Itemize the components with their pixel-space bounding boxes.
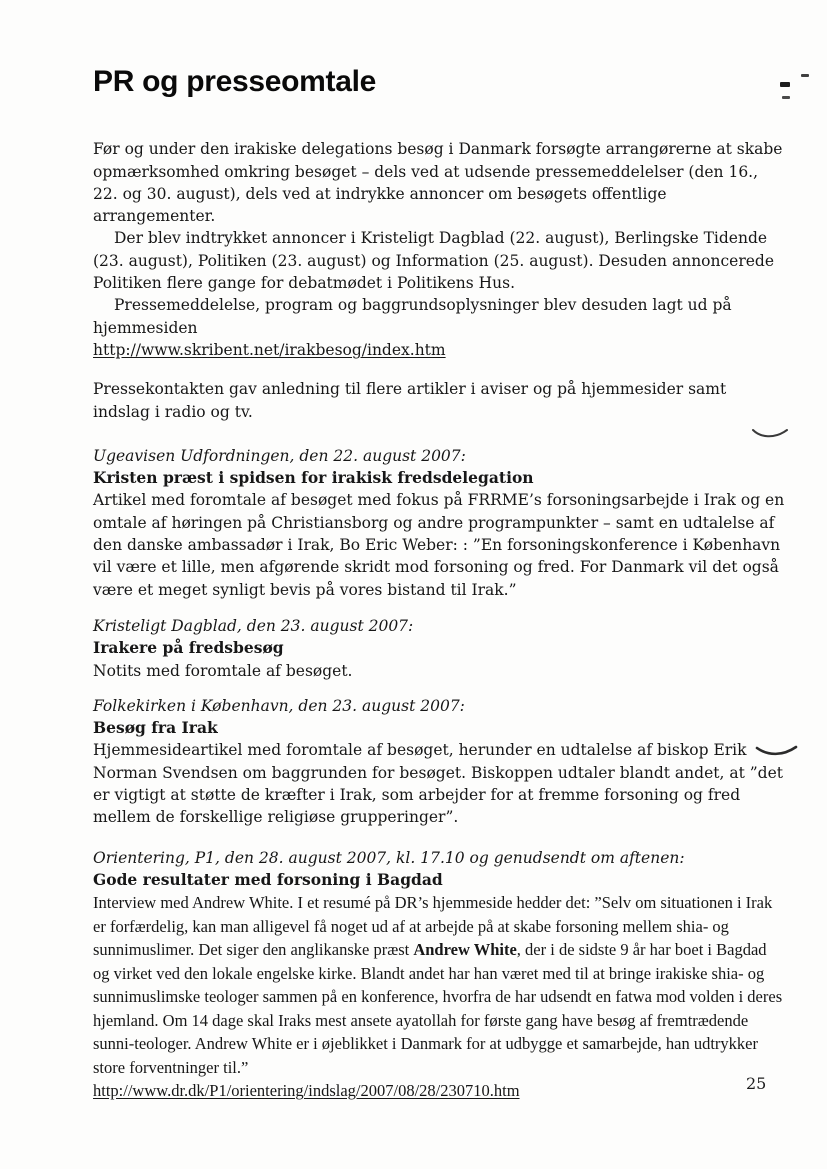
clip-source-line: Folkekirken i København, den 23. august 2007: bbox=[93, 696, 465, 715]
intro-paragraph-2: Der blev indtrykket annoncer i Kristeligt Dagblad (22. august), Berlingske Tidende (23. august), Politiken (23. august) og Information (25. august). Desuden annoncerede Politiken flere gange for debatmødet i Politikens Hus. bbox=[93, 229, 775, 293]
clip-headline: Kristen præst i spidsen for irakisk fredsdelegation bbox=[93, 468, 534, 488]
page-title: PR og presseomtale bbox=[93, 65, 377, 98]
clip-headline: Besøg fra Irak bbox=[93, 718, 218, 738]
intro-paragraph-1: Før og under den irakiske delegations besøg i Danmark forsøgte arrangørerne at skabe opmærksomhed omkring besøget – dels ved at udsende pressemeddelelser (den 16., 22. og 30. august), dels ved at indrykke annoncer om besøgets offentlige arrangementer. bbox=[93, 140, 783, 226]
clip-body bbox=[93, 891, 787, 1079]
clip-body: Hjemmesideartikel med foromtale af besøget, herunder en udtalelse af biskop Erik Norman Svendsen om baggrunden for besøget. Biskoppen udtaler blandt andet, at ”det er vigtigt at støtte de kræfter i Irak, som arbejder for at fremme forsoning og fred mellem de forskellige religiøse grupperinger”. bbox=[93, 741, 783, 827]
clip-headline: Irakere på fredsbesøg bbox=[93, 638, 284, 658]
skribent-url-link[interactable]: http://www.skribent.net/irakbesog/index.htm bbox=[93, 340, 446, 359]
clip-body-text: , der i de sidste 9 år har boet i Bagdad og virket ved den lokale engelske kirke. Blandt andet har han været med til at bringe irakiske shia- og sunnimuslimske teologer sammen på en konference, hvorfra de har udsendt en fatwa mod volden i deres hjemland. Om 14 dage skal Iraks mest ansete ayatollah for første gang have besøg af fremtrædende sunni-teologer. Andrew White er i øjeblikket i Danmark for at udbygge et samarbejde, han udtrykker store forventninger til.” bbox=[93, 940, 783, 1077]
press-clip-section bbox=[93, 695, 787, 829]
clip-headline: Gode resultater med forsoning i Bagdad bbox=[93, 869, 443, 889]
clip-source-line: Ugeavisen Udfordningen, den 22. august 2007: bbox=[93, 446, 466, 465]
press-clip-section bbox=[93, 847, 787, 1103]
dr-url-link[interactable]: http://www.dr.dk/P1/orientering/indslag/2007/08/28/230710.htm bbox=[93, 1081, 520, 1101]
scan-noise-specks bbox=[0, 0, 2, 2]
intro-link-line bbox=[93, 339, 787, 361]
clip-body: Artikel med foromtale af besøget med fokus på FRRME’s forsoningsarbejde i Irak og en omtale af høringen på Christiansborg og andre programpunkter – samt en udtalelse af den danske ambassadør i Irak, Bo Eric Weber: : ”En forsoningskonference i København vil være et lille, men afgørende skridt mod forsoning og fred. For Danmark vil det også være et meget synligt bevis på vores bistand til Irak.” bbox=[93, 491, 785, 599]
clip-body: Notits med foromtale af besøget. bbox=[93, 661, 353, 680]
intro-paragraph-4: Pressekontakten gav anledning til flere artikler i aviser og på hjemmesider samt indslag i radio og tv. bbox=[93, 380, 727, 421]
clip-body-text: Interview med Andrew White. I et resumé på DR’s hjemmeside hedder det: ”Selv om situationen i Irak er forfærdelig, kan man alligevel få noget ud af at arbejde på at skabe forsoning mellem shia- og sunnimuslimer. Det siger den anglikanske præst bbox=[93, 893, 773, 960]
intro-paragraph-3: Pressemeddelelse, program og baggrundsoplysninger blev desuden lagt ud på hjemmesiden bbox=[93, 296, 732, 337]
clip-link-line bbox=[93, 1079, 787, 1103]
press-clip-section bbox=[93, 445, 787, 601]
scan-mark bbox=[801, 74, 809, 77]
clip-source-line: Orientering, P1, den 28. august 2007, kl. 17.10 og genudsendt om aftenen: bbox=[93, 848, 685, 867]
clip-source-line: Kristeligt Dagblad, den 23. august 2007: bbox=[93, 616, 414, 635]
clip-body-bold-name: Andrew White bbox=[413, 940, 517, 960]
page-number: 25 bbox=[746, 1074, 767, 1093]
press-clip-section bbox=[93, 615, 787, 682]
